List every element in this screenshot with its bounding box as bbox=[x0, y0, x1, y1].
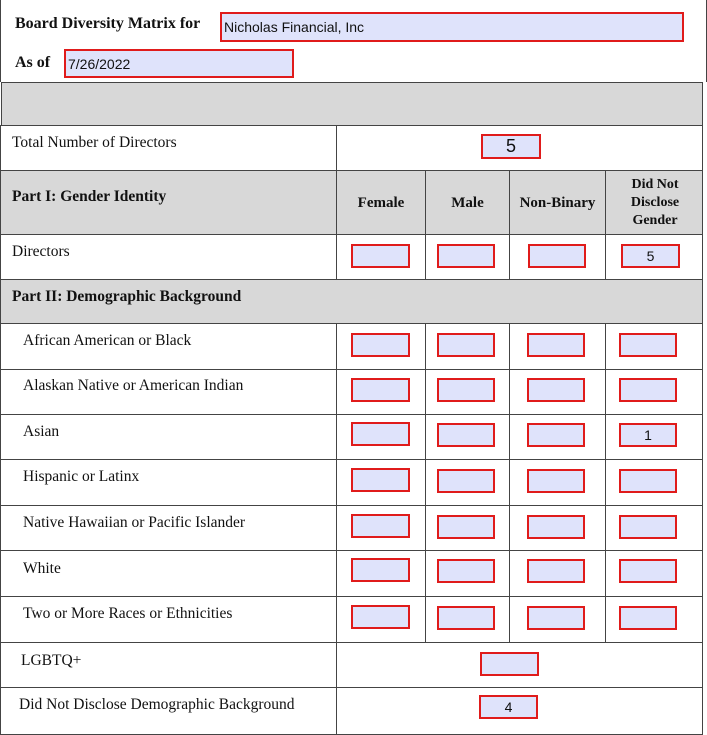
divider bbox=[509, 235, 510, 279]
male-field[interactable] bbox=[437, 559, 495, 583]
divider bbox=[336, 506, 337, 550]
total-directors-field[interactable]: 5 bbox=[481, 134, 541, 159]
col-male: Male bbox=[451, 194, 484, 211]
matrix-title-label: Board Diversity Matrix for bbox=[15, 15, 201, 32]
undisclosed-field[interactable] bbox=[619, 515, 677, 539]
part1-title: Part I: Gender Identity bbox=[12, 188, 167, 205]
non-binary-field[interactable] bbox=[527, 378, 585, 402]
undisclosed-field[interactable] bbox=[619, 469, 677, 493]
female-field[interactable] bbox=[351, 422, 410, 446]
undisclosed-field[interactable] bbox=[619, 606, 677, 630]
divider bbox=[425, 370, 426, 414]
col-did-not-disclose-gender: Did Not Disclose Gender bbox=[630, 176, 680, 228]
divider bbox=[336, 324, 337, 369]
directors-label: Directors bbox=[12, 243, 70, 260]
divider bbox=[605, 235, 606, 279]
row-label: Native Hawaiian or Pacific Islander bbox=[23, 514, 246, 531]
directors-male-field[interactable] bbox=[437, 244, 495, 268]
divider bbox=[425, 506, 426, 550]
divider bbox=[425, 235, 426, 279]
divider bbox=[605, 460, 606, 505]
male-field[interactable] bbox=[437, 606, 495, 630]
divider bbox=[509, 370, 510, 414]
divider bbox=[336, 415, 337, 459]
female-field[interactable] bbox=[351, 558, 410, 582]
demographic-row bbox=[0, 596, 703, 642]
female-field[interactable] bbox=[351, 468, 410, 492]
male-field[interactable] bbox=[437, 378, 495, 402]
undisclosed-field[interactable] bbox=[619, 559, 677, 583]
male-field[interactable] bbox=[437, 333, 495, 357]
demographic-row bbox=[0, 369, 703, 414]
divider bbox=[509, 324, 510, 369]
demographic-row bbox=[0, 505, 703, 550]
divider bbox=[509, 597, 510, 642]
total-directors-label: Total Number of Directors bbox=[12, 134, 177, 151]
female-field[interactable] bbox=[351, 333, 410, 357]
divider bbox=[509, 415, 510, 459]
as-of-date-field[interactable]: 7/26/2022 bbox=[64, 49, 294, 78]
divider bbox=[336, 688, 337, 734]
demographic-row bbox=[0, 550, 703, 596]
demographic-row bbox=[0, 323, 703, 369]
directors-row bbox=[0, 234, 703, 279]
non-binary-field[interactable] bbox=[527, 606, 585, 630]
lgbtq-field[interactable] bbox=[480, 652, 539, 676]
divider bbox=[336, 643, 337, 687]
divider bbox=[509, 506, 510, 550]
divider bbox=[509, 551, 510, 596]
divider bbox=[425, 415, 426, 459]
matrix-header bbox=[0, 0, 707, 82]
part2-title: Part II: Demographic Background bbox=[12, 288, 242, 305]
divider bbox=[605, 370, 606, 414]
female-field[interactable] bbox=[351, 605, 410, 629]
non-binary-field[interactable] bbox=[527, 423, 585, 447]
row-label: African American or Black bbox=[23, 332, 192, 349]
company-name-field[interactable]: Nicholas Financial, Inc bbox=[220, 12, 684, 42]
undisclosed-field[interactable] bbox=[619, 333, 677, 357]
demographic-row bbox=[0, 459, 703, 505]
undisclosed-demographic-row bbox=[0, 687, 703, 735]
divider bbox=[605, 415, 606, 459]
divider bbox=[336, 551, 337, 596]
divider bbox=[336, 370, 337, 414]
lgbtq-label: LGBTQ+ bbox=[21, 652, 82, 669]
divider bbox=[425, 324, 426, 369]
part1-header-row bbox=[0, 170, 703, 234]
divider bbox=[425, 597, 426, 642]
row-label: Hispanic or Latinx bbox=[23, 468, 140, 485]
divider bbox=[509, 460, 510, 505]
directors-non-binary-field[interactable] bbox=[528, 244, 586, 268]
non-binary-field[interactable] bbox=[527, 333, 585, 357]
directors-female-field[interactable] bbox=[351, 244, 410, 268]
directors-undisclosed-field[interactable]: 5 bbox=[621, 244, 680, 268]
row-label: Asian bbox=[23, 423, 60, 440]
part2-header-row bbox=[0, 279, 703, 323]
row-label: White bbox=[23, 560, 61, 577]
undisclosed-demographic-label: Did Not Disclose Demographic Background bbox=[19, 696, 295, 713]
divider bbox=[605, 597, 606, 642]
divider bbox=[605, 171, 606, 234]
total-directors-row bbox=[0, 125, 703, 170]
undisclosed-field[interactable] bbox=[619, 378, 677, 402]
divider bbox=[425, 460, 426, 505]
non-binary-field[interactable] bbox=[527, 515, 585, 539]
demographic-row bbox=[0, 414, 703, 459]
row-label: Two or More Races or Ethnicities bbox=[23, 605, 233, 622]
divider bbox=[336, 460, 337, 505]
row-label: Alaskan Native or American Indian bbox=[23, 377, 244, 394]
divider bbox=[605, 324, 606, 369]
divider bbox=[336, 597, 337, 642]
divider bbox=[336, 126, 337, 170]
undisclosed-field[interactable]: 1 bbox=[619, 423, 677, 447]
lgbtq-row bbox=[0, 642, 703, 687]
divider bbox=[425, 551, 426, 596]
male-field[interactable] bbox=[437, 515, 495, 539]
col-female: Female bbox=[357, 194, 405, 211]
non-binary-field[interactable] bbox=[527, 559, 585, 583]
as-of-label: As of bbox=[15, 54, 51, 71]
female-field[interactable] bbox=[351, 514, 410, 538]
male-field[interactable] bbox=[437, 423, 495, 447]
divider bbox=[336, 235, 337, 279]
male-field[interactable] bbox=[437, 469, 495, 493]
divider bbox=[605, 506, 606, 550]
divider bbox=[605, 551, 606, 596]
header-band bbox=[1, 82, 703, 125]
col-non-binary: Non-Binary bbox=[519, 194, 596, 211]
female-field[interactable] bbox=[351, 378, 410, 402]
undisclosed-demographic-field[interactable]: 4 bbox=[479, 695, 538, 719]
non-binary-field[interactable] bbox=[527, 469, 585, 493]
